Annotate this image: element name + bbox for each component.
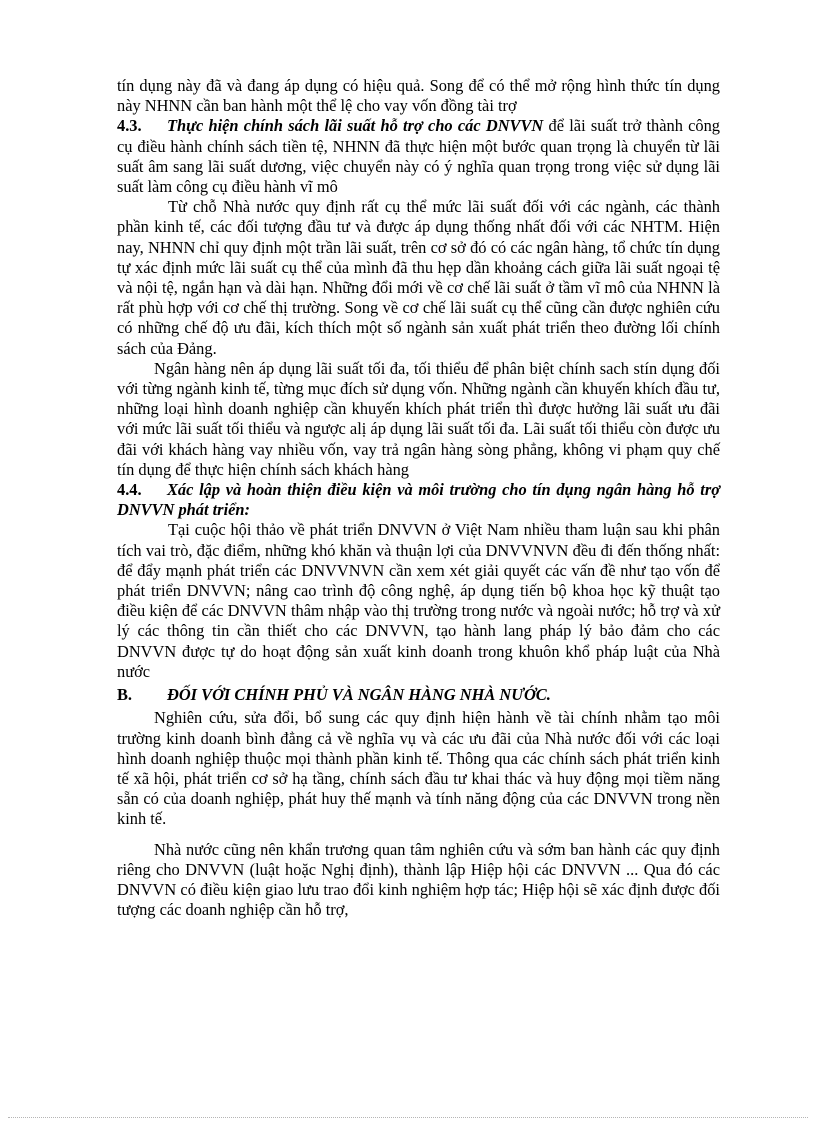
section-title-4-3: Thực hiện chính sách lãi suất hỗ trợ cho các DNVVN: [167, 116, 544, 136]
paragraph-spacer: [117, 830, 720, 840]
section-heading-b: [117, 685, 720, 705]
section-heading-4-4: [117, 480, 720, 520]
document-body: [117, 76, 720, 920]
paragraph-workshop: Tại cuộc hội thảo về phát triển DNVVN ở Việt Nam nhiều tham luận sau khi phân tích vai trò, đặc điểm, những khó khăn và thuận lợi của DNVVNVN đều đi đến thống nhất: để đẩy mạnh phát triển các DNVVNVN cần xem xét giải quyết các vấn đề như tạo vốn để phát triển DNVVN; nâng cao trình độ công nghệ, áp dụng tiến bộ khoa học kỹ thuật tạo điều kiện để các DNVVN thâm nhập vào thị trường trong nước và ngoài nước; hỗ trợ và xử lý các thông tin cần thiết cho các DNVVN, tạo hành lang pháp lý bảo đảm cho các DNVVN được tự do hoạt động sản xuất kinh doanh trong khuôn khổ pháp luật của Nhà nước: [117, 520, 720, 681]
page-bottom-border: [8, 1117, 808, 1118]
section-title-b: ĐỐI VỚI CHÍNH PHỦ VÀ NGÂN HÀNG NHÀ NƯỚC.: [167, 685, 551, 705]
paragraph-research-regulations: Nghiên cứu, sửa đổi, bổ sung các quy định hiện hành về tài chính nhằm tạo môi trường kinh doanh bình đẳng cả về nghĩa vụ và các ưu đãi của Nhà nước đối với các loại hình doanh nghiệp thuộc mọi thành phần kinh tế. Thông qua các chính sách phát triển kinh tế xã hội, phát triển cơ sở hạ tầng, chính sách đầu tư khai thác và huy động mọi tiềm năng sẵn có của doanh nghiệp, phát huy thế mạnh và tính năng động của các DNVVN trong nền kinh tế.: [117, 708, 720, 829]
paragraph-credit-continuation: tín dụng này đã và đang áp dụng có hiệu quả. Song để có thể mở rộng hình thức tín dụng này NHNN cần ban hành một thể lệ cho vay vốn đồng tài trợ: [117, 76, 720, 116]
section-heading-4-3: [117, 116, 720, 197]
paragraph-interest-rate-mechanism: Từ chỗ Nhà nước quy định rất cụ thể mức lãi suất đối với các ngành, các thành phần kinh tế, các đối tượng đầu tư và được áp dụng thống nhất đối với các NHTM. Hiện nay, NHNN chỉ quy định một trần lãi suất, trên cơ sở đó có các ngân hàng, tổ chức tín dụng tự xác định mức lãi suất cụ thể của mình đã thu hẹp dần khoảng cách giữa lãi suất ngoại tệ và nội tệ, ngắn hạn và dài hạn. Những đổi mới về cơ chế lãi suất ở tầm vĩ mô của NHNN là rất phù hợp với cơ chế thị trường. Song về cơ chế lãi suất cụ thể cũng cần được nghiên cứu có những chế độ ưu đãi, kích thích một số ngành sản xuất phát triển theo đường lối chính sách của Đảng.: [117, 197, 720, 358]
paragraph-state-urgency: Nhà nước cũng nên khẩn trương quan tâm nghiên cứu và sớm ban hành các quy định riêng cho DNVVN (luật hoặc Nghị định), thành lập Hiệp hội các DNVVN ... Qua đó các DNVVN có điều kiện giao lưu trao đổi kinh nghiệm hợp tác; Hiệp hội sẽ xác định được đối tượng các doanh nghiệp cần hỗ trợ,: [117, 839, 720, 920]
section-intro-4-3: để lãi suất trở thành công cụ điều hành chính sách tiền tệ, NHNN đã thực hiện một bước quan trọng là chuyển từ lãi suất âm sang lãi suất dương, việc chuyển này có ý nghĩa quan trọng trong việc sử dụng lãi suất làm công cụ điều hành vĩ mô: [117, 116, 720, 197]
section-number-4-4: 4.4.: [117, 480, 142, 500]
paragraph-max-min-interest: Ngân hàng nên áp dụng lãi suất tối đa, tối thiểu để phân biệt chính sach stín dụng đối với từng ngành kinh tế, từng mục đích sử dụng vốn. Những ngành cần khuyến khích đầu tư, những loại hình doanh nghiệp cần khuyến khích phát triển thì được hưởng lãi suất ưu đãi với mức lãi suất tối thiểu và ngược alị áp dụng lãi suất tối đa. Lãi suất tối thiểu còn được ưu đãi với khách hàng vay nhiều vốn, vay trả ngân hàng sòng phẳng, không vi phạm quy chế tín dụng để thực hiện chính sách khách hàng: [117, 358, 720, 479]
section-number-4-3: 4.3.: [117, 116, 142, 136]
section-title-4-4: Xác lập và hoàn thiện điều kiện và môi trường cho tín dụng ngân hàng hỗ trợ DNVVN phát triển:: [117, 480, 720, 520]
section-number-b: B.: [117, 685, 133, 705]
